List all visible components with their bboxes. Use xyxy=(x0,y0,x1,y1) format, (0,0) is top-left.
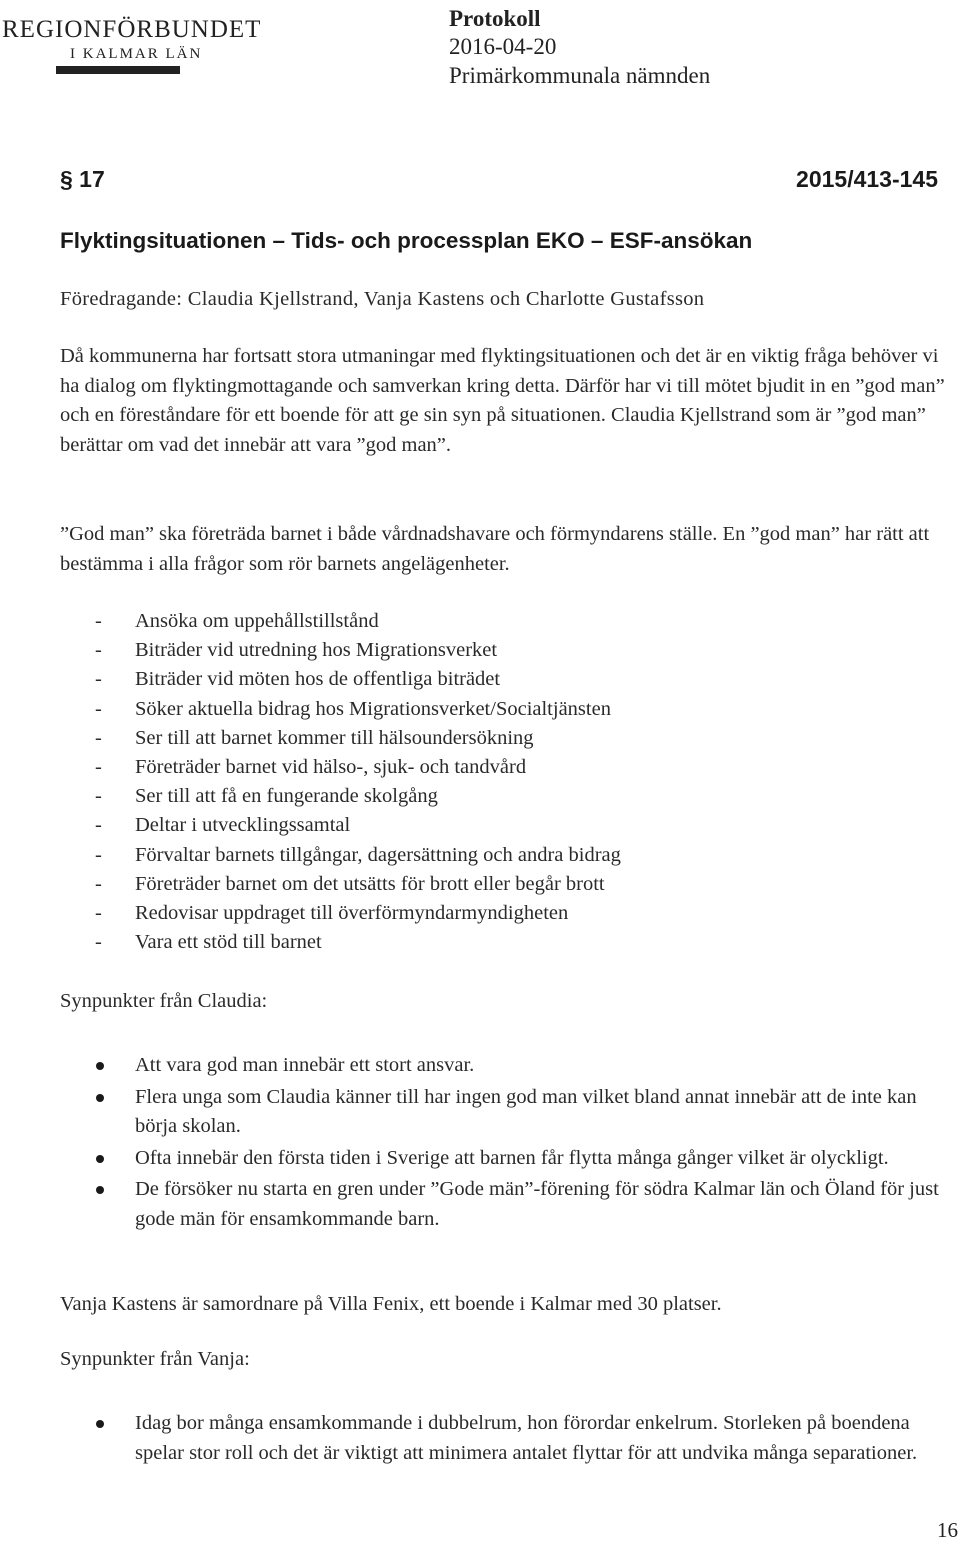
list-item: - Deltar i utvecklingssamtal xyxy=(95,811,621,840)
list-item: - Företräder barnet om det utsätts för brott eller begår brott xyxy=(95,870,621,899)
paragraph-number: § 17 xyxy=(60,166,105,192)
claudia-points xyxy=(96,1051,958,1236)
document-type: Protokoll xyxy=(449,6,541,31)
committee-name: Primärkommunala nämnden xyxy=(449,63,711,88)
list-item xyxy=(96,1175,958,1234)
list-item: - Biträder vid möten hos de offentliga biträdet xyxy=(95,665,621,694)
presenters: Föredragande: Claudia Kjellstrand, Vanja Kastens och Charlotte Gustafsson xyxy=(60,288,705,310)
bullet-icon xyxy=(96,1094,104,1102)
bullet-icon xyxy=(96,1155,104,1163)
vanja-heading: Synpunkter från Vanja: xyxy=(60,1348,250,1370)
logo-bar xyxy=(56,66,180,74)
list-item xyxy=(96,1083,958,1142)
list-item xyxy=(96,1144,958,1174)
bullet-icon xyxy=(96,1186,104,1194)
list-item: - Företräder barnet vid hälso-, sjuk- och tandvård xyxy=(95,753,621,782)
list-item-text: Ofta innebär den första tiden i Sverige att barnen får flytta många gånger vilket är olyckligt. xyxy=(135,1146,889,1169)
list-item-text: Flera unga som Claudia känner till har ingen god man vilket bland annat innebär att de inte kan börja skolan. xyxy=(135,1085,917,1137)
body-paragraph-2: ”God man” ska företräda barnet i både vårdnadshavare och förmyndarens ställe. En ”god man” har rätt att bestämma i alla frågor som rör barnets angelägenheter. xyxy=(60,523,930,575)
task-list xyxy=(95,607,621,957)
bullet-icon xyxy=(96,1062,104,1070)
page-number: 16 xyxy=(937,1518,958,1542)
list-item-text: Att vara god man innebär ett stort ansvar. xyxy=(135,1054,475,1076)
list-item: - Ser till att få en fungerande skolgång xyxy=(95,782,621,811)
list-item-text: De försöker nu starta en gren under ”Gode män”-förening för södra Kalmar län och Öland för just gode män för ensamkommande barn. xyxy=(135,1178,939,1230)
list-item xyxy=(96,1409,958,1468)
list-item: - Ser till att barnet kommer till hälsoundersökning xyxy=(95,724,621,753)
list-item: - Förvaltar barnets tillgångar, dagersättning och andra bidrag xyxy=(95,841,621,870)
bullet-icon xyxy=(96,1420,104,1428)
list-item xyxy=(96,1051,958,1081)
paragraph-header xyxy=(60,166,938,200)
vanja-points xyxy=(96,1409,958,1470)
list-item: - Biträder vid utredning hos Migrationsverket xyxy=(95,636,621,665)
logo-region: I KALMAR LÄN xyxy=(70,46,203,62)
case-number: 2015/413-145 xyxy=(796,166,938,192)
vanja-intro: Vanja Kastens är samordnare på Villa Fenix, ett boende i Kalmar med 30 platser. xyxy=(60,1293,722,1315)
list-item: - Redovisar uppdraget till överförmyndarmyndigheten xyxy=(95,899,621,928)
claudia-heading: Synpunkter från Claudia: xyxy=(60,990,268,1012)
list-item: - Söker aktuella bidrag hos Migrationsverket/Socialtjänsten xyxy=(95,695,621,724)
item-title: Flyktingsituationen – Tids- och processplan EKO – ESF-ansökan xyxy=(60,228,753,253)
logo-name: REGIONFÖRBUNDET xyxy=(2,16,262,43)
list-item: - Ansöka om uppehållstillstånd xyxy=(95,607,621,636)
list-item: - Vara ett stöd till barnet xyxy=(95,928,621,957)
meeting-date: 2016-04-20 xyxy=(449,34,557,59)
list-item-text: Idag bor många ensamkommande i dubbelrum, hon förordar enkelrum. Storleken på boendena spelar stor roll och det är viktigt att minimera antalet flyttar för att undvika många separationer. xyxy=(135,1412,918,1464)
body-paragraph-1: Då kommunerna har fortsatt stora utmaningar med flyktingsituationen och det är en viktig fråga behöver vi ha dialog om flyktingmottagande och samverkan kring detta. Därför har vi till mötet bjudit in en ”god man” och en föreståndare för ett boende för att ge sin syn på situationen. Claudia Kjellstrand som är ”god man” berättar om vad det innebär att vara ”god man”. xyxy=(60,345,945,456)
